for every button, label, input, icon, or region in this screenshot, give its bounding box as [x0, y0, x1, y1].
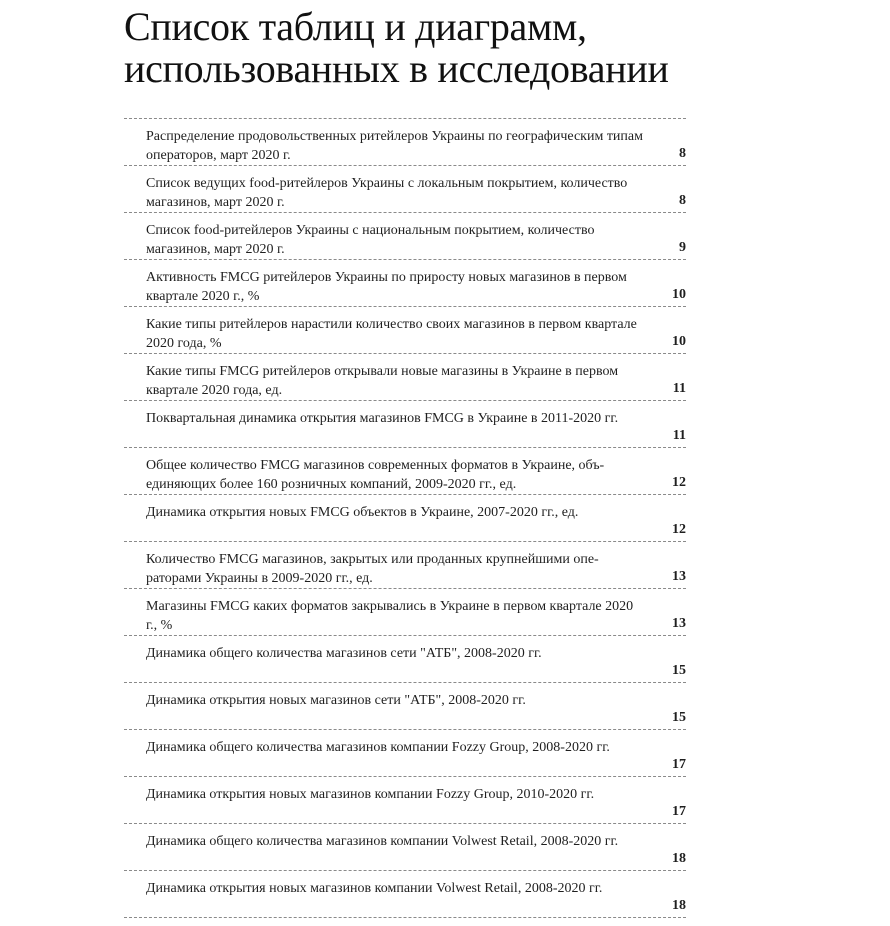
- toc-entry[interactable]: [124, 401, 686, 448]
- toc-entry[interactable]: [124, 354, 686, 401]
- toc-entry[interactable]: [124, 871, 686, 918]
- toc-entry-title: Список ведущих food-ритейлеров Украины с локальным покрытием, количество магазинов, март 2020 г.: [146, 176, 628, 210]
- toc-entry-title: Динамика открытия новых магазинов сети "АТБ", 2008-2020 гг.: [146, 693, 526, 708]
- toc-entry-page: 10: [672, 334, 686, 349]
- toc-entry[interactable]: [124, 589, 686, 636]
- table-of-figures: [124, 118, 686, 918]
- toc-entry[interactable]: [124, 448, 686, 495]
- toc-entry-title: Активность FMCG ритейлеров Украины по приросту новых магазинов в первом квартале 2020 г., %: [146, 270, 627, 304]
- toc-entry-page: 10: [672, 287, 686, 302]
- page-title-line-1: Список таблиц и диаграмм,: [124, 4, 587, 49]
- toc-entry-title: Динамика общего количества магазинов компании Volwest Retail, 2008-2020 гг.: [146, 834, 619, 849]
- toc-entry-page: 9: [679, 240, 686, 255]
- toc-entry-page: 18: [672, 851, 686, 866]
- toc-entry-page: 11: [672, 381, 686, 396]
- toc-entry[interactable]: [124, 730, 686, 777]
- toc-entry-title: Какие типы ритейлеров нарастили количество своих магазинов в первом квартале 2020 года, %: [146, 317, 637, 351]
- toc-entry-title: Динамика открытия новых FMCG объектов в Украине, 2007-2020 гг., ед.: [146, 505, 579, 520]
- toc-entry-page: 15: [672, 710, 686, 725]
- toc-entry-title: Какие типы FMCG ритейлеров открывали новые магазины в Украине в первом квартале 2020 года, ед.: [146, 364, 619, 398]
- toc-entry[interactable]: [124, 636, 686, 683]
- toc-entry-title: Динамика открытия новых магазинов компании Volwest Retail, 2008-2020 гг.: [146, 881, 603, 896]
- toc-entry-page: 11: [672, 428, 686, 443]
- toc-entry[interactable]: [124, 119, 686, 166]
- toc-entry[interactable]: [124, 260, 686, 307]
- toc-entry[interactable]: [124, 542, 686, 589]
- toc-entry-page: 8: [679, 193, 686, 208]
- toc-entry-title: Количество FMCG магазинов, закрытых или проданных крупнейшими опе-раторами Украины в 2009-2020 гг., ед.: [146, 552, 599, 586]
- page-title-line-2: использованных в исследовании: [124, 46, 669, 91]
- toc-entry-title: Динамика общего количества магазинов сети "АТБ", 2008-2020 гг.: [146, 646, 542, 661]
- toc-entry-title: Общее количество FMCG магазинов современных форматов в Украине, объ-единяющих более 160 розничных компаний, 2009-2020 гг., ед.: [146, 458, 605, 492]
- toc-entry[interactable]: [124, 495, 686, 542]
- toc-entry-page: 13: [672, 569, 686, 584]
- toc-entry-title: Поквартальная динамика открытия магазинов FMCG в Украине в 2011-2020 гг.: [146, 411, 619, 426]
- toc-entry-title: Магазины FMCG каких форматов закрывались в Украине в первом квартале 2020 г., %: [146, 599, 634, 633]
- toc-entry-page: 8: [679, 146, 686, 161]
- toc-entry[interactable]: [124, 683, 686, 730]
- toc-entry-title: Список food-ритейлеров Украины с национальным покрытием, количество магазинов, март 2020 г.: [146, 223, 595, 257]
- toc-entry-page: 13: [672, 616, 686, 631]
- toc-entry[interactable]: [124, 824, 686, 871]
- toc-entry-page: 17: [672, 757, 686, 772]
- toc-entry[interactable]: [124, 213, 686, 260]
- toc-entry[interactable]: [124, 777, 686, 824]
- toc-entry-page: 15: [672, 663, 686, 678]
- toc-entry-page: 18: [672, 898, 686, 913]
- toc-entry-page: 17: [672, 804, 686, 819]
- page-title: [124, 6, 669, 90]
- toc-entry-title: Динамика открытия новых магазинов компании Fozzy Group, 2010-2020 гг.: [146, 787, 595, 802]
- toc-entry[interactable]: [124, 166, 686, 213]
- toc-entry-title: Динамика общего количества магазинов компании Fozzy Group, 2008-2020 гг.: [146, 740, 610, 755]
- toc-entry-title: Распределение продовольственных ритейлеров Украины по географическим типам операторов, март 2020 г.: [146, 129, 643, 163]
- toc-entry-page: 12: [672, 522, 686, 537]
- toc-entry[interactable]: [124, 307, 686, 354]
- toc-entry-page: 12: [672, 475, 686, 490]
